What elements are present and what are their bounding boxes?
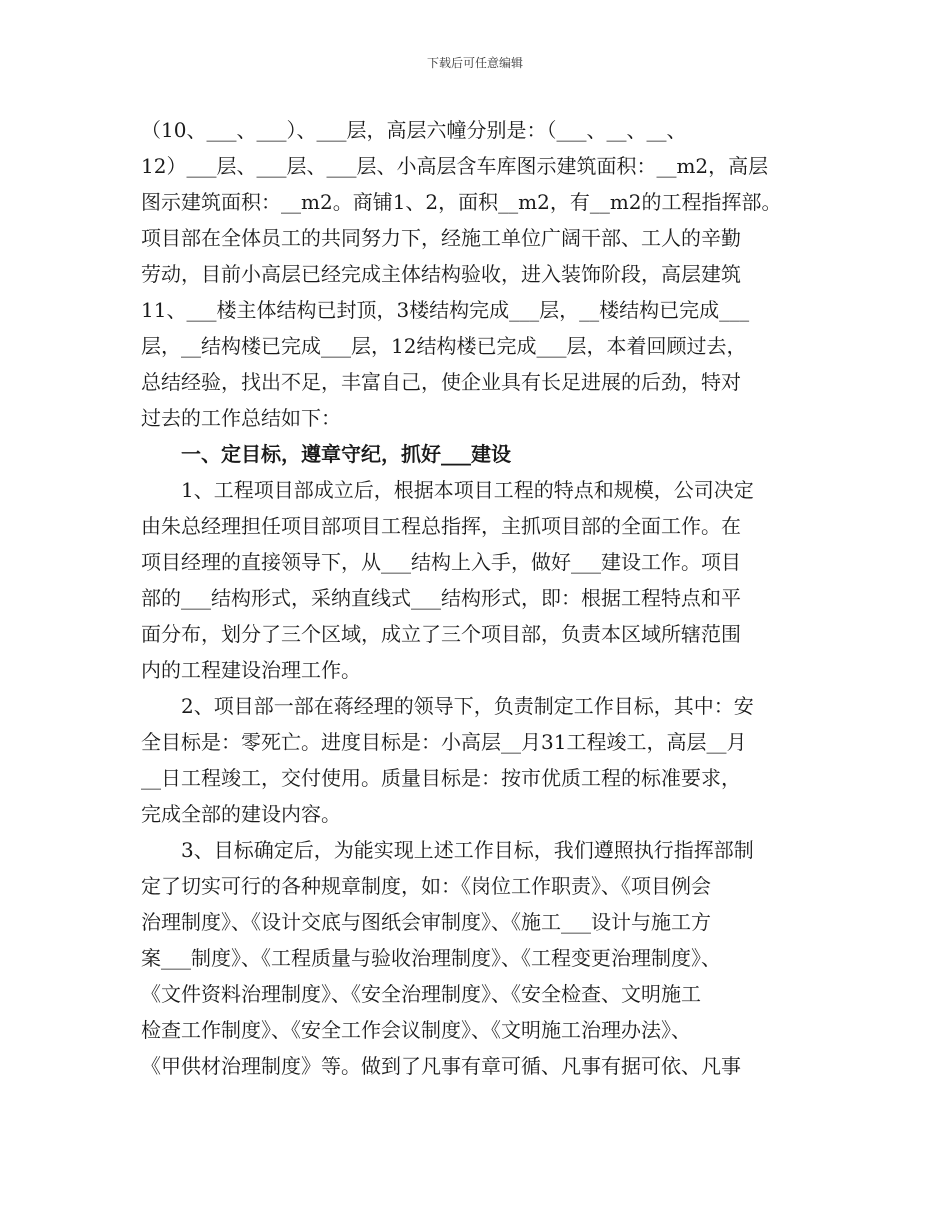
- text-line: 部的___结构形式，采纳直线式___结构形式，即：根据工程特点和平: [141, 586, 741, 610]
- document-body: [141, 112, 811, 1084]
- text-line: 面分布，划分了三个区域，成立了三个项目部，负责本区域所辖范围: [141, 622, 741, 646]
- text-line: 过去的工作总结如下：: [141, 406, 341, 430]
- text-line: 项目经理的直接领导下，从___结构上入手，做好___建设工作。项目: [141, 550, 741, 574]
- text-line: 劳动，目前小高层已经完成主体结构验收，进入装饰阶段，高层建筑: [141, 262, 741, 286]
- text-line: 12）___层、___层、___层、小高层含车库图示建筑面积：__m2，高层: [141, 154, 769, 178]
- text-line: 检查工作制度》、《安全工作会议制度》、《文明施工治理办法》、: [141, 1018, 691, 1042]
- text-line: 定了切实可行的各种规章制度，如：《岗位工作职责》、《项目例会: [141, 874, 711, 898]
- text-line: 图示建筑面积：__m2。商铺1、2，面积__m2，有__m2的工程指挥部。: [141, 190, 782, 214]
- text-line: 总结经验，找出不足，丰富自己，使企业具有长足进展的后劲，特对: [141, 370, 741, 394]
- text-line: 案___制度》、《工程质量与验收治理制度》、《工程变更治理制度》、: [141, 946, 721, 970]
- text-line: __日工程竣工，交付使用。质量目标是：按市优质工程的标准要求，: [141, 766, 741, 790]
- text-line: 3、目标确定后，为能实现上述工作目标，我们遵照执行指挥部制: [181, 838, 754, 862]
- text-line: （10、___、___）、___层，高层六幢分别是：（___、__、__、: [141, 118, 687, 142]
- text-line: 11、___楼主体结构已封顶，3楼结构完成___层，__楼结构已完成___: [141, 298, 750, 322]
- text-line: 2、项目部一部在蒋经理的领导下，负责制定工作目标，其中：安: [181, 694, 754, 718]
- text-line: 由朱总经理担任项目部项目工程总指挥，主抓项目部的全面工作。在: [141, 514, 741, 538]
- text-line: 层，__结构楼已完成___层，12结构楼已完成___层，本着回顾过去，: [141, 334, 747, 358]
- text-line: 完成全部的建设内容。: [141, 802, 341, 826]
- text-line: 项目部在全体员工的共同努力下，经施工单位广阔干部、工人的辛勤: [141, 226, 741, 250]
- text-line: 1、工程项目部成立后，根据本项目工程的特点和规模，公司决定: [181, 478, 754, 502]
- page-header: 下载后可任意编辑: [426, 56, 523, 70]
- text-line: 《文件资料治理制度》、《安全治理制度》、《安全检查、文明施工: [141, 982, 701, 1006]
- text-line: 治理制度》、《设计交底与图纸会审制度》、《施工___设计与施工方: [141, 910, 711, 934]
- section-heading: 一、定目标，遵章守纪，抓好___建设: [181, 442, 511, 466]
- text-line: 《甲供材治理制度》等。做到了凡事有章可循、凡事有据可依、凡事: [141, 1054, 741, 1078]
- text-line: 内的工程建设治理工作。: [141, 658, 361, 682]
- text-line: 全目标是：零死亡。进度目标是：小高层__月31工程竣工，高层__月: [141, 730, 747, 754]
